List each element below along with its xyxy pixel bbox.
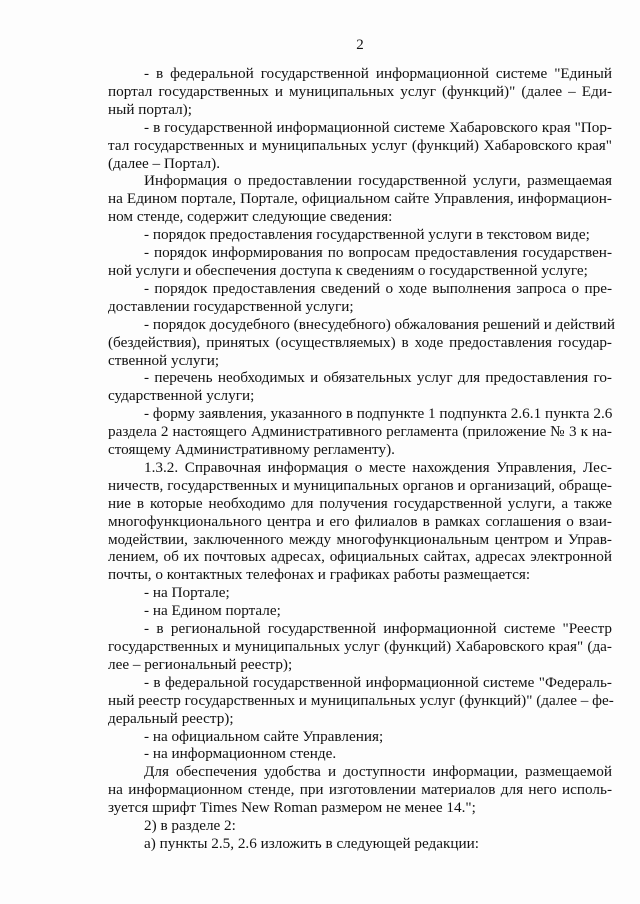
- document-body: [108, 65, 616, 853]
- paragraph: [108, 119, 612, 173]
- text-line: многофункционального центра и его филиалов в рамках соглашения о взаи-: [108, 512, 612, 530]
- text-line: - порядок предоставления сведений о ходе выполнения запроса о пре-: [144, 279, 612, 297]
- text-line: на Едином портале, Портале, официальном сайте Управления, информацион-: [108, 190, 612, 208]
- text-line: - перечень необходимых и обязательных услуг для предоставления го-: [144, 369, 612, 387]
- text-line: (бездействия), принятых (осуществляемых) в ходе предоставления государ-: [108, 333, 612, 351]
- text-line: - на официальном сайте Управления;: [144, 727, 384, 745]
- paragraph: [108, 584, 612, 602]
- text-line: ный реестр государственных и муниципальных услуг (функций)" (далее – фе-: [108, 691, 614, 709]
- paragraph: [108, 602, 612, 620]
- text-line: лее – региональный реестр);: [108, 655, 293, 673]
- text-line: доставлении государственной услуги;: [108, 297, 354, 315]
- text-line: стоящему Административному регламенту).: [108, 441, 395, 459]
- text-line: ной услуги и обеспечения доступа к сведениям о государственной услуге;: [108, 261, 588, 279]
- text-line: Для обеспечения удобства и доступности информации, размещаемой: [144, 763, 612, 781]
- text-line: раздела 2 настоящего Административного регламента (приложение № 3 к на-: [108, 423, 612, 441]
- document-page: [108, 0, 616, 904]
- text-line: модействии, заключенного между многофункциональным центром и Управ-: [108, 530, 612, 548]
- paragraph: [108, 459, 612, 584]
- text-line: - на информационном стенде.: [144, 745, 337, 763]
- text-line: Информация о предоставлении государственной услуги, размещаемая: [144, 172, 612, 190]
- text-line: - в государственной информационной системе Хабаровского края "Пор-: [144, 118, 612, 136]
- page-number: 2: [356, 37, 364, 53]
- text-line: сударственной услуги;: [108, 387, 255, 405]
- paragraph: [108, 728, 612, 746]
- paragraph: [108, 835, 612, 853]
- text-line: ный портал);: [108, 100, 192, 118]
- paragraph: [108, 65, 612, 119]
- text-line: зуется шрифт Times New Roman размером не менее 14.";: [108, 799, 476, 817]
- text-line: на информационном стенде, при изготовлении материалов для него исполь-: [108, 781, 612, 799]
- text-line: - в региональной государственной информационной системе "Реестр: [144, 620, 612, 638]
- paragraph: [108, 369, 612, 405]
- text-line: а) пункты 2.5, 2.6 изложить в следующей редакции:: [144, 834, 479, 852]
- text-line: - форму заявления, указанного в подпункте 1 подпункта 2.6.1 пункта 2.6: [144, 405, 613, 423]
- text-line: ном стенде, содержит следующие сведения:: [108, 208, 393, 226]
- paragraph: [108, 280, 612, 316]
- text-line: (далее – Портал).: [108, 154, 220, 172]
- paragraph: [108, 674, 612, 728]
- text-line: почты, о контактных телефонах и графиках работы размещается:: [108, 566, 531, 584]
- paragraph: [108, 817, 612, 835]
- text-line: деральный реестр);: [108, 709, 234, 727]
- paragraph: [108, 405, 612, 459]
- text-line: ние в которые необходимо для получения государственной услуги, а также: [108, 494, 612, 512]
- text-line: 1.3.2. Справочная информация о месте нахождения Управления, Лес-: [144, 458, 612, 476]
- text-line: ничеств, государственных и муниципальных органов и организаций, обраще-: [108, 476, 612, 494]
- text-line: 2) в разделе 2:: [144, 817, 236, 835]
- text-line: - порядок досудебного (внесудебного) обжалования решений и действий: [144, 315, 616, 333]
- paragraph: [108, 172, 612, 226]
- text-line: ственной услуги;: [108, 351, 220, 369]
- paragraph: [108, 315, 616, 370]
- text-line: - порядок информирования по вопросам предоставления государствен-: [144, 244, 612, 262]
- paragraph: [108, 745, 612, 763]
- paragraph: [108, 226, 612, 244]
- text-line: - порядок предоставления государственной услуги в текстовом виде;: [144, 226, 590, 244]
- text-line: государственных и муниципальных услуг (функций) Хабаровского края" (да-: [108, 638, 612, 655]
- paragraph: [108, 620, 612, 674]
- text-line: - в федеральной государственной информационной системе "Федераль-: [144, 673, 612, 691]
- paragraph: [108, 763, 612, 817]
- paragraph: [108, 244, 612, 280]
- text-line: - на Едином портале;: [144, 602, 281, 620]
- text-line: портал государственных и муниципальных услуг (функций)" (далее – Еди-: [108, 82, 612, 100]
- text-line: тал государственных и муниципальных услуг (функций) Хабаровского края": [108, 136, 612, 154]
- text-line: лением, об их почтовых адресах, официальных сайтах, адресах электронной: [108, 548, 612, 566]
- text-line: - на Портале;: [144, 584, 230, 602]
- text-line: - в федеральной государственной информационной системе "Единый: [144, 65, 612, 82]
